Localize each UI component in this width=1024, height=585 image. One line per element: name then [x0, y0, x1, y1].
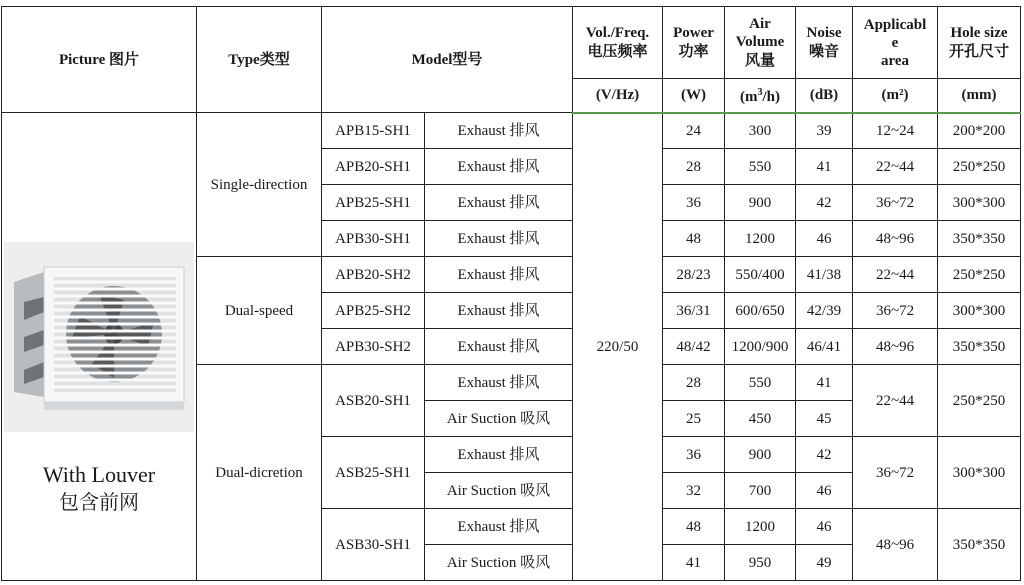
hole-size-cell: 350*350	[938, 329, 1021, 365]
hole-size-cell: 300*300	[938, 185, 1021, 221]
model-cell: ASB20-SH1	[322, 365, 425, 437]
air-volume-cell: 1200/900	[725, 329, 796, 365]
unit-air-volume: $(m^3/h)$	[725, 79, 796, 113]
noise-cell: 41	[796, 149, 853, 185]
air-volume-cell: 1200	[725, 221, 796, 257]
air-volume-cell: 900	[725, 185, 796, 221]
type-dual-direction: Dual-dicretion	[197, 365, 322, 581]
noise-cell: 46/41	[796, 329, 853, 365]
power-cell: 28/23	[663, 257, 725, 293]
spec-table	[1, 6, 1021, 581]
model-cell: APB30-SH2	[322, 329, 425, 365]
table-row	[2, 113, 1021, 149]
power-cell: 24	[663, 113, 725, 149]
power-cell: 25	[663, 401, 725, 437]
model-cell: ASB25-SH1	[322, 437, 425, 509]
noise-cell: 42	[796, 437, 853, 473]
unit-noise: (dB)	[796, 79, 853, 113]
picture-caption-en: With Louver	[42, 461, 156, 487]
air-volume-cell: 600/650	[725, 293, 796, 329]
area-cell: 48~96	[853, 329, 938, 365]
header-power: Power 功率	[663, 7, 725, 79]
area-cell: 22~44	[853, 365, 938, 437]
hole-size-cell: 250*250	[938, 365, 1021, 437]
noise-cell: 42	[796, 185, 853, 221]
mode-cell: Exhaust 排风	[425, 437, 573, 473]
hole-size-cell: 250*250	[938, 257, 1021, 293]
model-cell: ASB30-SH1	[322, 509, 425, 581]
noise-cell: 45	[796, 401, 853, 437]
mode-cell: Exhaust 排风	[425, 257, 573, 293]
air-volume-cell: 950	[725, 545, 796, 581]
type-single-direction: Single-direction	[197, 113, 322, 257]
power-cell: 48	[663, 221, 725, 257]
model-cell: APB20-SH2	[322, 257, 425, 293]
mode-cell: Air Suction 吸风	[425, 545, 573, 581]
area-cell: 48~96	[853, 509, 938, 581]
area-cell: 36~72	[853, 185, 938, 221]
header-type: Type类型	[197, 7, 322, 113]
mode-cell: Exhaust 排风	[425, 113, 573, 149]
header-model: Model型号	[322, 7, 573, 113]
hole-size-cell: 300*300	[938, 437, 1021, 509]
power-cell: 48/42	[663, 329, 725, 365]
header-noise: Noise 噪音	[796, 7, 853, 79]
area-cell: 48~96	[853, 221, 938, 257]
air-volume-cell: 1200	[725, 509, 796, 545]
power-cell: 36	[663, 185, 725, 221]
noise-cell: 46	[796, 221, 853, 257]
power-cell: 32	[663, 473, 725, 509]
air-volume-cell: 550/400	[725, 257, 796, 293]
air-volume-cell: 700	[725, 473, 796, 509]
noise-cell: 41/38	[796, 257, 853, 293]
unit-hole-size: (mm)	[938, 79, 1021, 113]
power-cell: 41	[663, 545, 725, 581]
noise-cell: 46	[796, 509, 853, 545]
header-hole-size: Hole size 开孔尺寸	[938, 7, 1021, 79]
power-cell: 36/31	[663, 293, 725, 329]
mode-cell: Exhaust 排风	[425, 329, 573, 365]
picture-cell	[2, 113, 197, 581]
power-cell: 28	[663, 149, 725, 185]
mode-cell: Exhaust 排风	[425, 221, 573, 257]
power-cell: 48	[663, 509, 725, 545]
mode-cell: Exhaust 排风	[425, 293, 573, 329]
hole-size-cell: 300*300	[938, 293, 1021, 329]
mode-cell: Air Suction 吸风	[425, 473, 573, 509]
unit-vol-freq: (V/Hz)	[573, 79, 663, 113]
picture-caption-cn: 包含前网	[59, 489, 139, 514]
noise-cell: 39	[796, 113, 853, 149]
hole-size-cell: 350*350	[938, 221, 1021, 257]
air-volume-cell: 900	[725, 437, 796, 473]
header-picture: Picture 图片	[2, 7, 197, 113]
mode-cell: Exhaust 排风	[425, 509, 573, 545]
area-cell: 22~44	[853, 257, 938, 293]
louvered-exhaust-fan-image	[4, 242, 194, 432]
air-volume-cell: 300	[725, 113, 796, 149]
noise-cell: 46	[796, 473, 853, 509]
area-cell: 22~44	[853, 149, 938, 185]
mode-cell: Air Suction 吸风	[425, 401, 573, 437]
unit-area: (m²)	[853, 79, 938, 113]
header-area: Applicabl e area	[853, 7, 938, 79]
model-cell: APB25-SH2	[322, 293, 425, 329]
air-volume-cell: 550	[725, 149, 796, 185]
area-cell: 36~72	[853, 293, 938, 329]
air-volume-cell: 550	[725, 365, 796, 401]
noise-cell: 41	[796, 365, 853, 401]
hole-size-cell: 250*250	[938, 149, 1021, 185]
hole-size-cell: 350*350	[938, 509, 1021, 581]
unit-power: (W)	[663, 79, 725, 113]
voltage-cell: 220/50	[573, 113, 663, 581]
power-cell: 28	[663, 365, 725, 401]
noise-cell: 49	[796, 545, 853, 581]
mode-cell: Exhaust 排风	[425, 149, 573, 185]
power-cell: 36	[663, 437, 725, 473]
noise-cell: 42/39	[796, 293, 853, 329]
hole-size-cell: 200*200	[938, 113, 1021, 149]
area-cell: 36~72	[853, 437, 938, 509]
type-dual-speed: Dual-speed	[197, 257, 322, 365]
model-cell: APB15-SH1	[322, 113, 425, 149]
area-cell: 12~24	[853, 113, 938, 149]
model-cell: APB25-SH1	[322, 185, 425, 221]
air-volume-cell: 450	[725, 401, 796, 437]
header-vol-freq: Vol./Freq. 电压频率	[573, 7, 663, 79]
mode-cell: Exhaust 排风	[425, 185, 573, 221]
mode-cell: Exhaust 排风	[425, 365, 573, 401]
header-air-volume: Air Volume 风量	[725, 7, 796, 79]
model-cell: APB30-SH1	[322, 221, 425, 257]
model-cell: APB20-SH1	[322, 149, 425, 185]
